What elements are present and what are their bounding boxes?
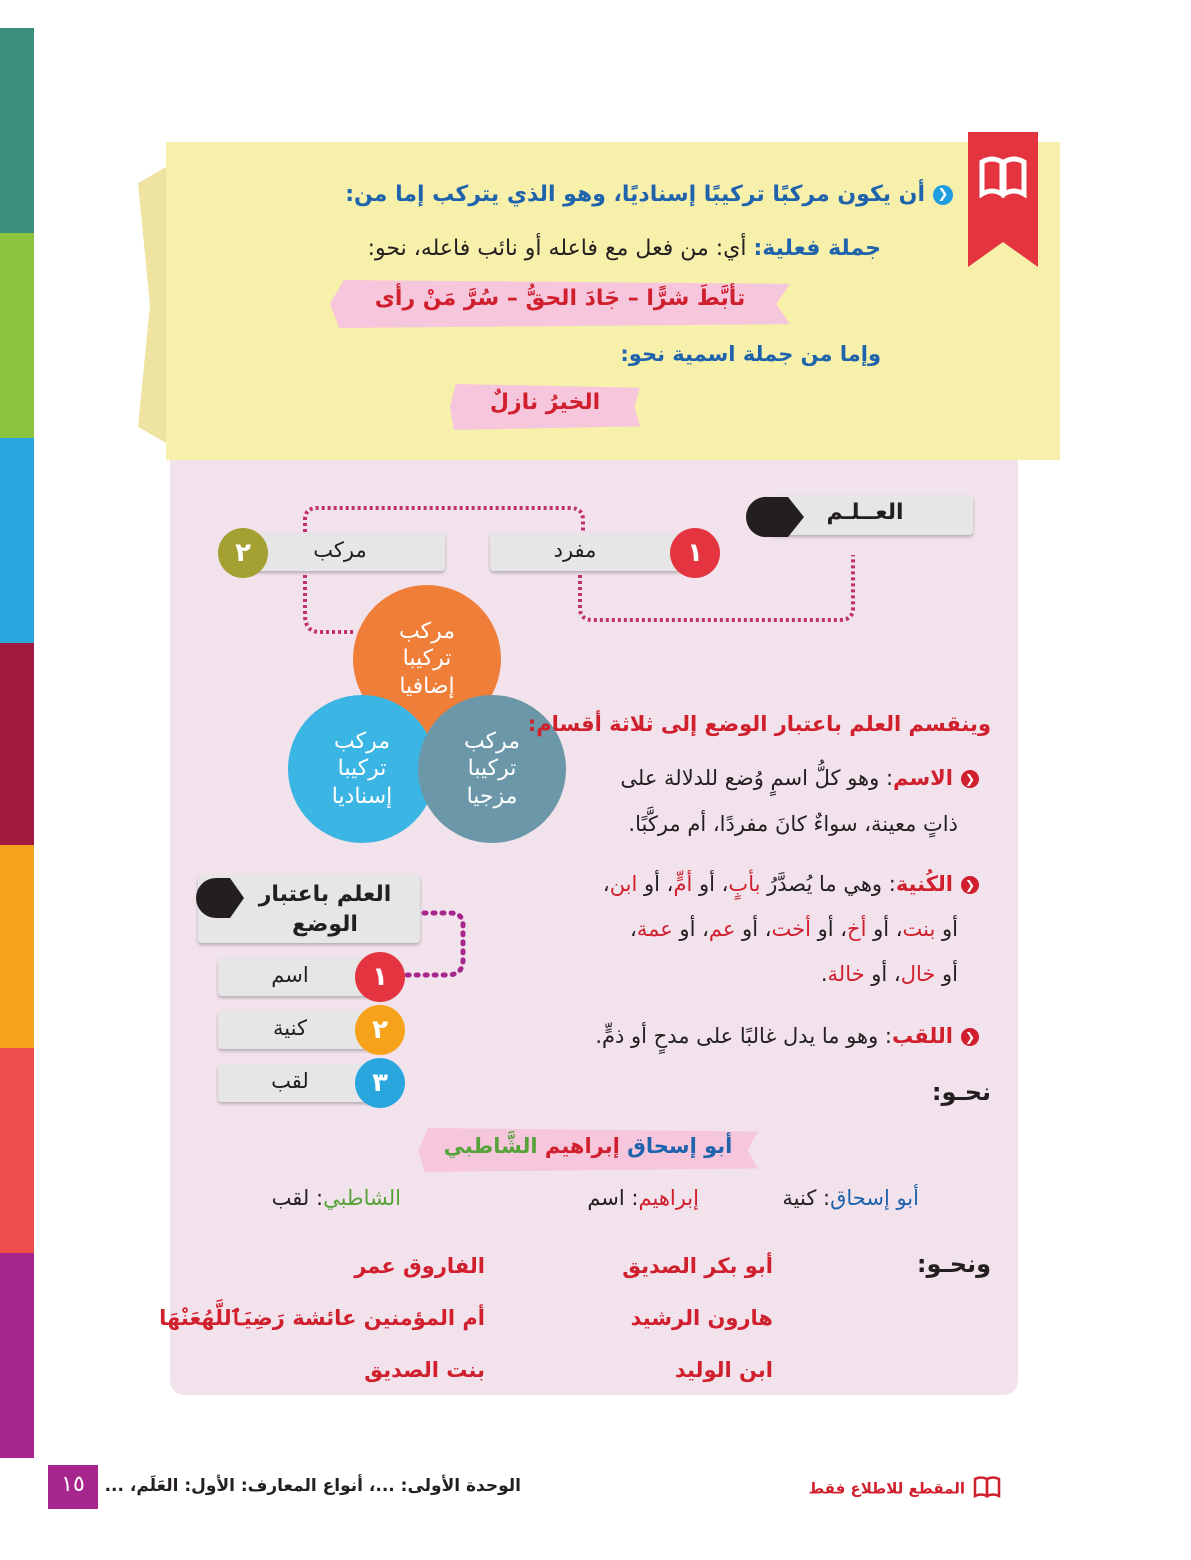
circle-mazji: مركب تركيبا مزجيا [418, 695, 566, 843]
para-kunya-line1: ❮الكُنية: وهي ما يُصدَّرُ بأبٍ، أو أمٍّ، أو ابن، [603, 872, 979, 896]
d2-item1-label: اسم [271, 963, 309, 987]
circle-idafi: مركب تركيبا إضافيا [353, 585, 501, 733]
item-murakkab-label: مركب [313, 538, 367, 562]
example-aisha: أم المؤمنين عائشة رَضِيَٱللَّهُعَنْهَا [159, 1306, 485, 1330]
diagram2-title: العلم باعتبار الوضع [258, 882, 392, 937]
top-line-3: وإما من جملة اسمية نحو: [620, 342, 881, 366]
red-chevron-icon: ❮ [961, 770, 979, 788]
para-laqab-line1: ❮اللقب: وهو ما يدل غالبًا على مدحٍ أو ذمٍّ. [595, 1024, 979, 1048]
d2-item3-label: لقب [271, 1069, 309, 1093]
diagram2-title-tag [196, 876, 246, 920]
red-chevron-icon: ❮ [961, 1028, 979, 1046]
d2-item3-number: ٣ [355, 1058, 405, 1108]
example2-text: الخيرُ نازلٌ [489, 390, 601, 415]
jumla-filiya-text: أي: من فعل مع فاعله أو نائب فاعله، نحو: [367, 236, 754, 261]
para-ism-line2: ذاتٍ معينة، سواءٌ كانَ مفردًا، أم مركَّبًا. [628, 812, 958, 836]
nahw-label: نحـو: [931, 1078, 991, 1106]
color-strip-green [0, 233, 34, 438]
circle-isnadi: مركب تركيبا إسناديا [288, 695, 436, 843]
bookmark-book-icon [968, 132, 1038, 267]
item-mufrad-number: ١ [670, 528, 720, 578]
example3-text: أبو إسحاق إبراهيم الشَّاطبي [443, 1134, 733, 1158]
red-chevron-icon: ❮ [961, 876, 979, 894]
example-bint-siddiq: بنت الصديق [364, 1358, 485, 1382]
example-faruq: الفاروق عمر [354, 1254, 485, 1278]
footer-notice: المقطع للاطلاع فقط [809, 1476, 1001, 1502]
d2-item2-number: ٢ [355, 1005, 405, 1055]
top-line-1: ❮أن يكون مركبًا تركيبًا إسناديًا، وهو الذي يتركب إما من: [345, 182, 953, 207]
blue-chevron-icon: ❮ [933, 185, 953, 205]
top-line-2 [368, 236, 881, 261]
item-mufrad-label: مفرد [553, 538, 597, 562]
para-ism-line1: ❮الاسم: وهو كلُّ اسمٍ وُضع للدلالة على [620, 766, 979, 790]
page-number: ١٥ [61, 1472, 85, 1497]
jumla-filiya-label: جملة فعلية: [753, 236, 881, 261]
para-kunya-line2: أو بنت، أو أخ، أو أخت، أو عم، أو عمة، [630, 917, 958, 941]
breakdown-kunya: أبو إسحاق: كنية [782, 1186, 919, 1210]
color-strip-maroon [0, 643, 34, 845]
color-strip-teal [0, 28, 34, 233]
breakdown-ism: إبراهيم: اسم [587, 1186, 699, 1210]
example1-text: تأبَّطَ شرًّا – جَادَ الحقُّ – سُرَّ مَنْ رأى [374, 286, 746, 311]
color-strip-coral [0, 1048, 34, 1253]
breakdown-laqab: الشاطبي: لقب [271, 1186, 401, 1210]
footer-unit-title: الوحدة الأولى: ...، أنواع المعارف: الأول: العَلَم، ... [104, 1476, 521, 1496]
example-abu-bakr: أبو بكر الصديق [622, 1254, 773, 1278]
d2-item1-number: ١ [355, 952, 405, 1002]
color-strip-purple [0, 1253, 34, 1458]
examples-label: ونحـو: [916, 1250, 991, 1278]
d2-item2-label: كنية [273, 1016, 307, 1040]
diagram1-title-tag [746, 495, 806, 539]
diagram1-title: العــلـم [826, 500, 904, 525]
item-murakkab-number: ٢ [218, 528, 268, 578]
example-ibn-walid: ابن الوليد [674, 1358, 773, 1382]
example-harun: هارون الرشيد [630, 1306, 773, 1330]
color-strip-orange [0, 845, 34, 1048]
book-icon [973, 1476, 1001, 1502]
color-strip-blue [0, 438, 34, 643]
section-heading: وينقسم العلم باعتبار الوضع إلى ثلاثة أقسام: [527, 712, 991, 736]
para-kunya-line3: أو خال، أو خالة. [820, 962, 958, 986]
